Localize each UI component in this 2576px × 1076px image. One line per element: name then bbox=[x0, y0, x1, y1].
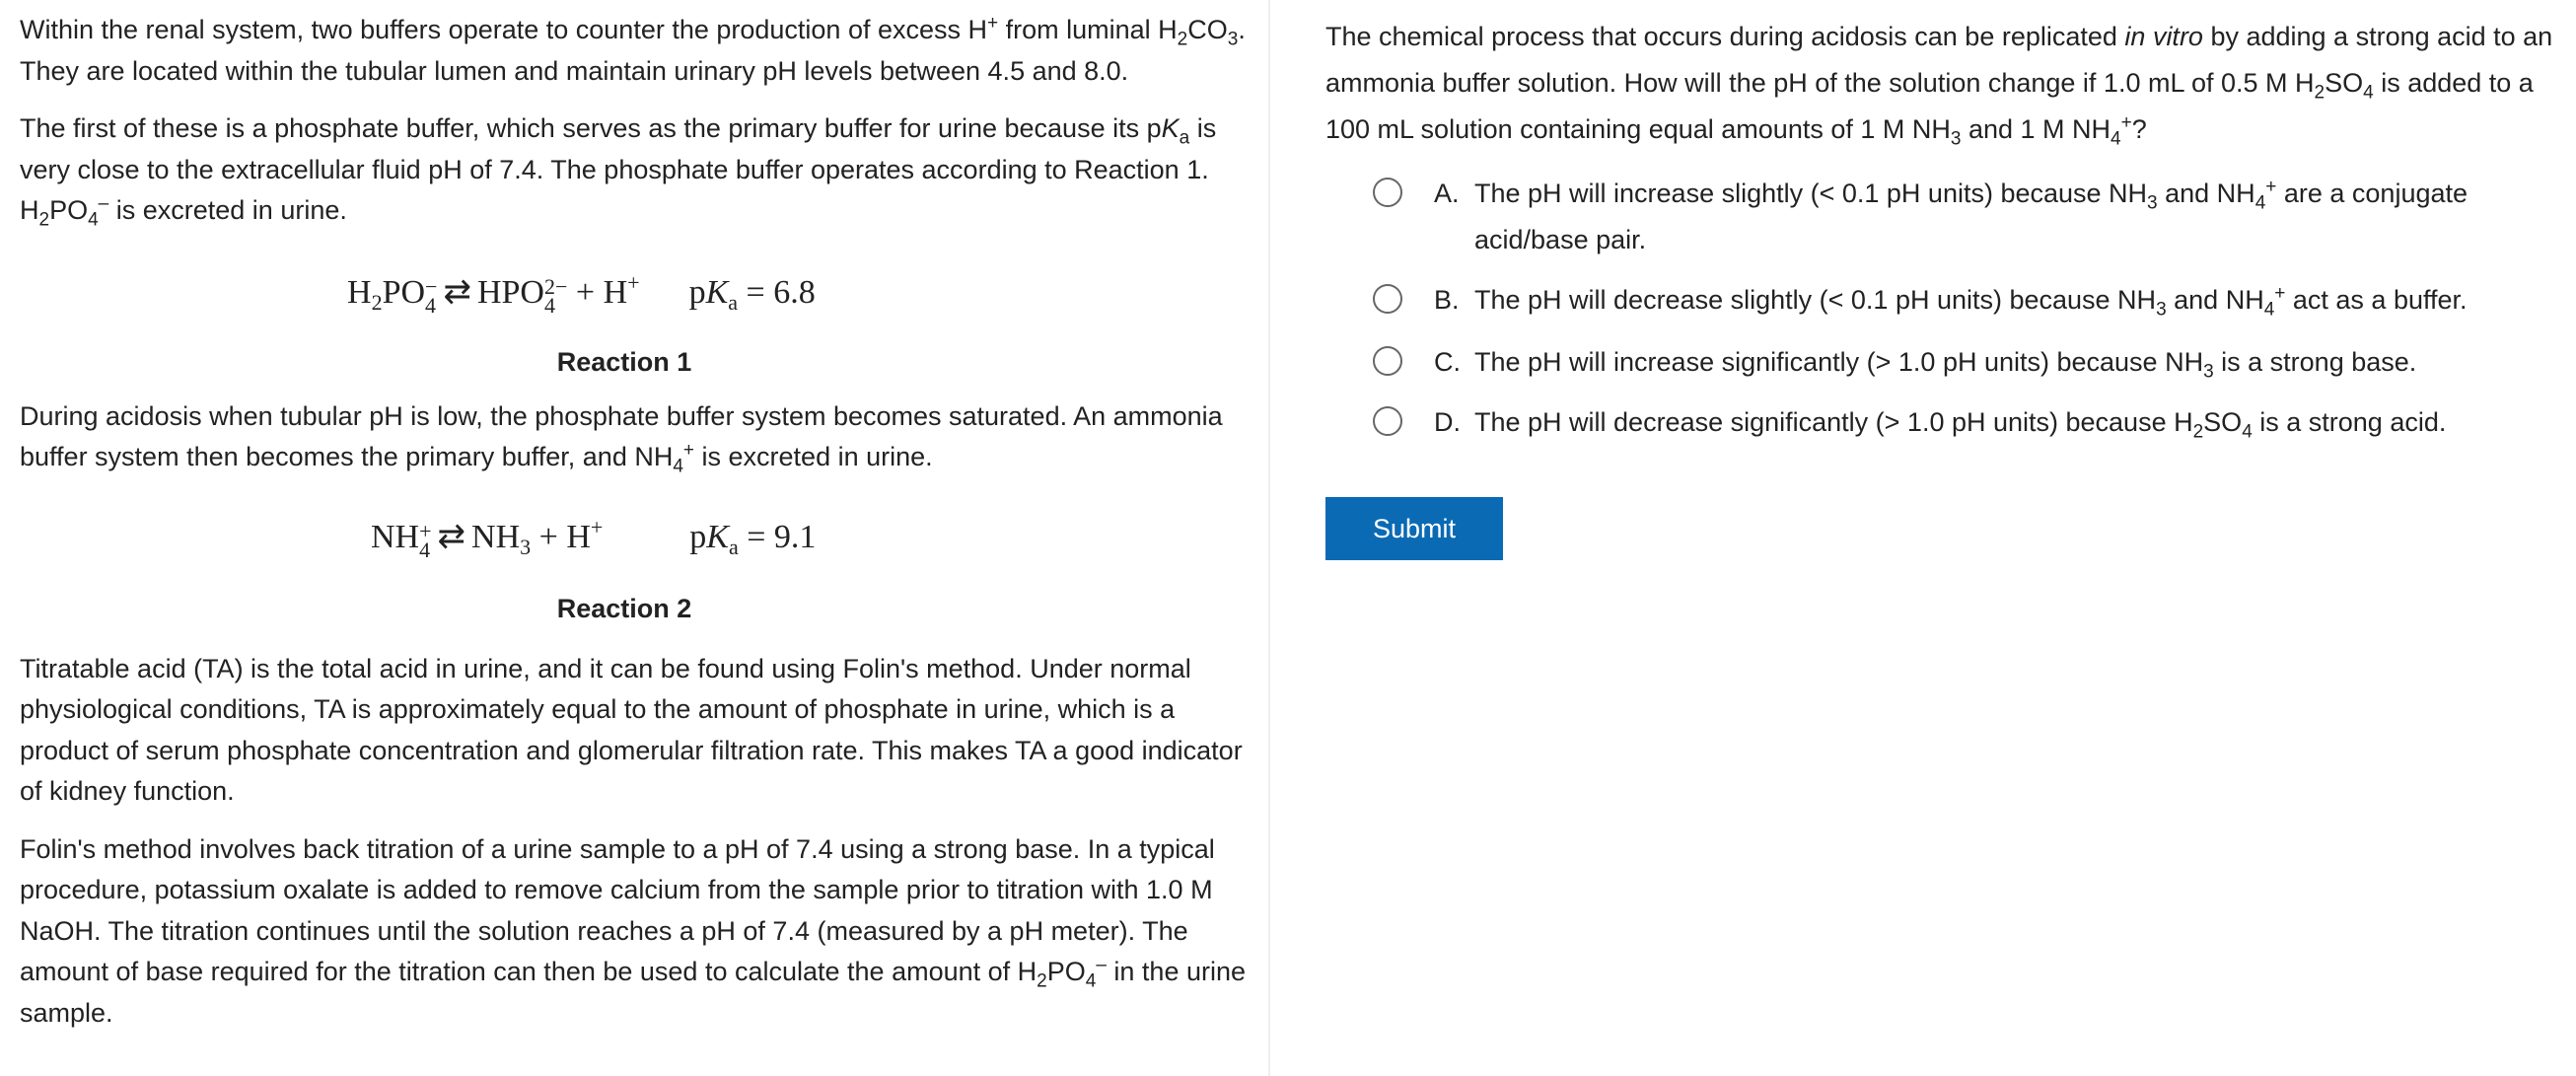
reaction-1-label: Reaction 1 bbox=[556, 346, 692, 377]
eq-supsub bbox=[425, 273, 438, 318]
equilibrium-arrow-icon: ⇄ bbox=[437, 518, 466, 555]
eq-supsub bbox=[419, 518, 432, 562]
eq-subscript: a bbox=[728, 534, 739, 559]
radio-button-c[interactable] bbox=[1373, 346, 1402, 376]
option-body bbox=[1474, 171, 2558, 263]
eq-text: NH bbox=[471, 518, 521, 555]
text: is very close to the extracellular fluid pH of 7.4. The phosphate buffer operates according to Reaction 1. H bbox=[20, 113, 1217, 225]
eq-subscript: 2 bbox=[371, 289, 383, 315]
text: K bbox=[1161, 113, 1180, 143]
option-letter: A. bbox=[1434, 179, 1460, 208]
text: SO bbox=[2203, 407, 2243, 437]
eq-superscript: − bbox=[425, 273, 438, 299]
answer-option-b[interactable] bbox=[1373, 277, 2568, 323]
text: SO bbox=[2325, 68, 2364, 98]
option-body bbox=[1474, 339, 2416, 386]
text: The pH will increase significantly (> 1.0 pH units) because NH bbox=[1474, 347, 2204, 377]
subscript: a bbox=[1179, 127, 1190, 149]
subscript: 2 bbox=[38, 209, 50, 231]
text: in the urine sample. bbox=[20, 957, 1246, 1028]
text: The chemical process that occurs during acidosis can be replicated bbox=[1325, 22, 2125, 51]
text: PO bbox=[1046, 957, 1086, 986]
answer-option-c[interactable] bbox=[1373, 339, 2568, 386]
radio-button-a[interactable] bbox=[1373, 178, 1402, 207]
text: is a strong acid. bbox=[2252, 407, 2447, 437]
passage-paragraph-3 bbox=[20, 396, 1249, 478]
eq-subscript: 4 bbox=[419, 537, 431, 562]
text: The pH will increase slightly (< 0.1 pH units) because NH bbox=[1474, 179, 2148, 208]
option-a-text bbox=[1434, 171, 2558, 263]
superscript: + bbox=[2274, 283, 2286, 304]
text: is a strong base. bbox=[2213, 347, 2417, 377]
submit-button[interactable]: Submit bbox=[1325, 497, 1503, 560]
eq-text: HPO bbox=[476, 273, 544, 311]
text: and 1 M NH bbox=[1961, 114, 2111, 144]
reaction-2-label: Reaction 2 bbox=[556, 593, 692, 623]
eq-text: p bbox=[689, 518, 707, 555]
text: Folin's method involves back titration of a urine sample to a pH of 7.4 using a strong base. In a typical procedure, potassium oxalate is added to remove calcium from the sample prior to titration with 1.0 M NaOH. The titration continues until the solution reaches a pH of 7.4 (measured by a pH meter). The amount of base required for the titration can then be used to calculate the amount of H bbox=[20, 833, 1215, 986]
eq-text: K bbox=[705, 273, 729, 311]
eq-text: = 6.8 bbox=[738, 273, 816, 311]
text: During acidosis when tubular pH is low, the phosphate buffer system becomes saturated. An ammonia buffer system then becomes the primary buffer, and NH bbox=[20, 400, 1223, 471]
subscript: 4 bbox=[673, 456, 683, 477]
eq-superscript: 2− bbox=[543, 273, 568, 299]
eq-superscript: + bbox=[419, 518, 432, 543]
question-stem bbox=[1325, 14, 2568, 153]
superscript: – bbox=[1096, 955, 1107, 975]
subscript: 4 bbox=[2363, 82, 2374, 104]
superscript: + bbox=[987, 13, 999, 34]
eq-subscript: 3 bbox=[520, 534, 532, 559]
answer-option-d[interactable] bbox=[1373, 399, 2568, 446]
superscript: + bbox=[2120, 112, 2132, 133]
question-panel bbox=[1325, 0, 2568, 1076]
subscript: 3 bbox=[2147, 192, 2158, 214]
eq-superscript: + bbox=[590, 514, 604, 539]
radio-button-d[interactable] bbox=[1373, 406, 1402, 436]
option-letter: C. bbox=[1434, 347, 1461, 377]
eq-text: + H bbox=[567, 273, 628, 311]
option-body bbox=[1474, 399, 2446, 446]
text: and NH bbox=[2157, 179, 2255, 208]
subscript: 2 bbox=[2314, 82, 2326, 104]
passage-paragraph-1 bbox=[20, 10, 1249, 92]
answer-option-a[interactable] bbox=[1373, 171, 2568, 263]
passage-panel bbox=[0, 0, 1268, 1076]
option-b-text bbox=[1434, 277, 2468, 323]
subscript: 4 bbox=[2254, 192, 2266, 214]
eq-text: + H bbox=[531, 518, 591, 555]
text: CO bbox=[1187, 15, 1228, 44]
text: is excreted in urine. bbox=[694, 442, 933, 471]
answer-options bbox=[1373, 171, 2568, 446]
eq-subscript: 4 bbox=[543, 292, 555, 318]
reaction-2-equation bbox=[371, 508, 1249, 567]
text: ? bbox=[2131, 114, 2147, 144]
eq-text: H bbox=[347, 273, 372, 311]
eq-supsub bbox=[543, 273, 568, 318]
eq-superscript: + bbox=[627, 269, 640, 295]
eq-subscript: a bbox=[728, 289, 739, 315]
panel-divider bbox=[1268, 0, 1270, 1076]
option-c-text bbox=[1434, 339, 2416, 386]
text: act as a buffer. bbox=[2285, 285, 2468, 315]
subscript: 4 bbox=[2263, 299, 2275, 321]
text: and NH bbox=[2166, 285, 2264, 315]
option-letter: B. bbox=[1434, 285, 1460, 315]
text: The pH will decrease slightly (< 0.1 pH units) because NH bbox=[1474, 285, 2157, 315]
option-letter: D. bbox=[1434, 407, 1461, 437]
eq-text: = 9.1 bbox=[738, 518, 817, 555]
text: from luminal H bbox=[998, 15, 1178, 44]
passage-paragraph-4: Titratable acid (TA) is the total acid in urine, and it can be found using Folin's method. Under normal physiological conditions, TA is approximately equal to the amount of phosphate in urine, which is a product of serum phosphate concentration and glomerular filtration rate. This makes TA a good indicator of kidney function. bbox=[20, 653, 1243, 806]
text: by adding a strong acid to an ammonia buffer solution. How will the pH of the solution change if 1.0 mL of 0.5 M H bbox=[1325, 22, 2553, 98]
subscript: 2 bbox=[1177, 29, 1188, 50]
eq-text: NH bbox=[371, 518, 420, 555]
subscript: 2 bbox=[2192, 421, 2204, 443]
text: is excreted in urine. bbox=[108, 195, 347, 225]
superscript: + bbox=[2265, 177, 2277, 197]
subscript: 4 bbox=[2242, 421, 2253, 443]
subscript: 3 bbox=[1227, 29, 1239, 50]
option-body bbox=[1474, 277, 2468, 323]
subscript: 4 bbox=[2111, 128, 2121, 150]
text: . They are located within the tubular lumen and maintain urinary pH levels between 4.5 and 8.0. bbox=[20, 15, 1246, 86]
text: PO bbox=[49, 195, 89, 225]
text: The first of these is a phosphate buffer, which serves as the primary buffer for urine because its p bbox=[20, 113, 1162, 143]
radio-button-b[interactable] bbox=[1373, 284, 1402, 314]
eq-text: p bbox=[688, 273, 706, 311]
subscript: 4 bbox=[88, 209, 99, 231]
passage-paragraph-5 bbox=[20, 829, 1249, 1035]
text: are a conjugate acid/base pair. bbox=[1474, 179, 2469, 254]
subscript: 2 bbox=[1037, 970, 1047, 992]
equilibrium-arrow-icon: ⇄ bbox=[443, 273, 471, 311]
text: in vitro bbox=[2124, 22, 2203, 51]
subscript: 3 bbox=[1950, 128, 1962, 150]
superscript: – bbox=[98, 193, 109, 214]
subscript: 3 bbox=[2156, 299, 2167, 321]
text: Within the renal system, two buffers operate to counter the production of excess H bbox=[20, 15, 988, 44]
superscript: + bbox=[682, 440, 695, 461]
subscript: 4 bbox=[1085, 970, 1097, 992]
subscript: 3 bbox=[2203, 361, 2214, 383]
eq-text: K bbox=[706, 518, 729, 555]
passage-paragraph-2 bbox=[20, 108, 1249, 232]
eq-subscript: 4 bbox=[425, 292, 437, 318]
text: The pH will decrease significantly (> 1.0 pH units) because H bbox=[1474, 407, 2193, 437]
eq-text: PO bbox=[382, 273, 426, 311]
reaction-1-equation bbox=[347, 263, 1249, 323]
option-d-text bbox=[1434, 399, 2446, 446]
text: is added to a 100 mL solution containing equal amounts of 1 M NH bbox=[1325, 68, 2534, 144]
